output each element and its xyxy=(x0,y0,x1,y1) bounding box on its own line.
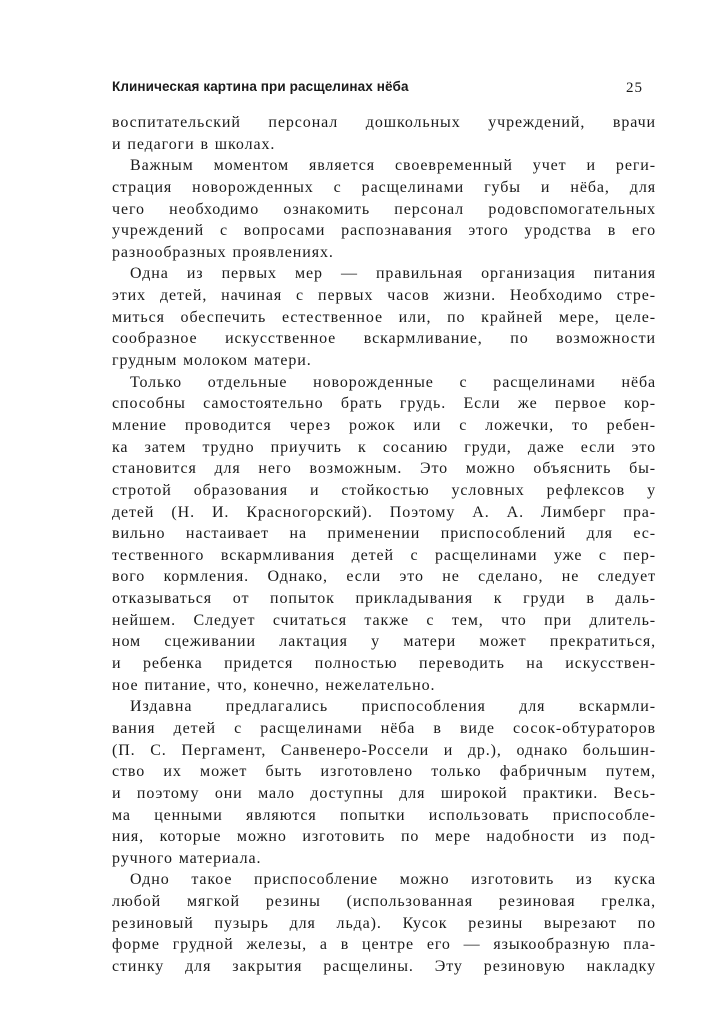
text-line: способны самостоятельно брать грудь. Если же первое кор- xyxy=(112,395,656,413)
text-line: ка затем трудно приучить к сосанию груди, даже если это xyxy=(112,438,656,456)
text-line: форме грудной железы, а в центре его — языкообразную пла- xyxy=(112,936,656,954)
text-line: вого кормления. Однако, если это не сделано, не следует xyxy=(112,568,656,586)
text-line: (П. С. Пергамент, Санвенеро-Россели и др.), однако большин- xyxy=(112,741,656,759)
text-line: страция новорожденных с расщелинами губы и нёба, для xyxy=(112,178,656,196)
text-line: вания детей с расщелинами нёба в виде сосок-обтураторов xyxy=(112,719,656,737)
text-line: ство их может быть изготовлено только фабричным путем, xyxy=(112,763,656,781)
text-line: любой мягкой резины (использованная резиновая грелка, xyxy=(112,893,656,911)
text-line: учреждений с вопросами распознавания этого уродства в его xyxy=(112,222,656,240)
text-line: разнообразных проявлениях. xyxy=(112,243,334,261)
text-line: ния, которые можно изготовить по мере надобности из под- xyxy=(112,828,656,846)
running-title: Клиническая картина при расщелинах нёба xyxy=(112,79,409,94)
text-line: чего необходимо ознакомить персонал родовспомогательных xyxy=(112,200,656,218)
text-line: Одна из первых мер — правильная организация питания xyxy=(130,265,656,283)
text-line: Только отдельные новорожденные с расщелинами нёба xyxy=(130,373,656,391)
text-line: ном сцеживании лактация у матери может прекратиться, xyxy=(112,633,656,651)
text-line: отказываться от попыток прикладывания к груди в даль- xyxy=(112,590,656,608)
body-text xyxy=(112,112,656,978)
text-line: ное питание, что, конечно, нежелательно. xyxy=(112,676,436,694)
text-line: Важным моментом является своевременный учет и реги- xyxy=(130,157,656,175)
text-line: сообразное искусственное вскармливание, по возможности xyxy=(112,330,656,348)
text-line: Издавна предлагались приспособления для вскармли- xyxy=(130,698,656,716)
text-line: этих детей, начиная с первых часов жизни. Необходимо стре- xyxy=(112,287,656,305)
text-line: тественного вскармливания детей с расщелинами уже с пер- xyxy=(112,546,656,564)
text-line: вильно настаивает на применении приспособлений для ес- xyxy=(112,525,656,543)
text-line: нейшем. Следует считаться также с тем, что при длитель- xyxy=(112,611,656,629)
text-line: Одно такое приспособление можно изготовить из куска xyxy=(130,871,656,889)
text-line: и ребенка придется полностью переводить на искусствен- xyxy=(112,655,656,673)
text-line: и поэтому они мало доступны для широкой практики. Весь- xyxy=(112,784,656,802)
text-line: ручного материала. xyxy=(112,849,262,867)
text-line: грудным молоком матери. xyxy=(112,352,312,370)
text-line: резиновый пузырь для льда). Кусок резины вырезают по xyxy=(112,914,656,932)
text-line: мление проводится через рожок или с ложечки, то ребен- xyxy=(112,416,656,434)
text-line: становится для него возможным. Это можно объяснить бы- xyxy=(112,460,656,478)
text-line: воспитательский персонал дошкольных учреждений, врачи xyxy=(112,114,656,131)
text-line: ма ценными являются попытки использовать приспособле- xyxy=(112,806,656,824)
text-line: и педагоги в школах. xyxy=(112,135,276,153)
text-line: миться обеспечить естественное или, по крайней мере, целе- xyxy=(112,308,656,326)
text-line: стинку для закрытия расщелины. Эту резиновую накладку xyxy=(112,957,656,975)
page-number: 25 xyxy=(626,80,643,96)
text-line: детей (Н. И. Красногорский). Поэтому А. А. Лимберг пра- xyxy=(112,503,656,521)
text-line: стротой образования и стойкостью условных рефлексов у xyxy=(112,481,656,499)
